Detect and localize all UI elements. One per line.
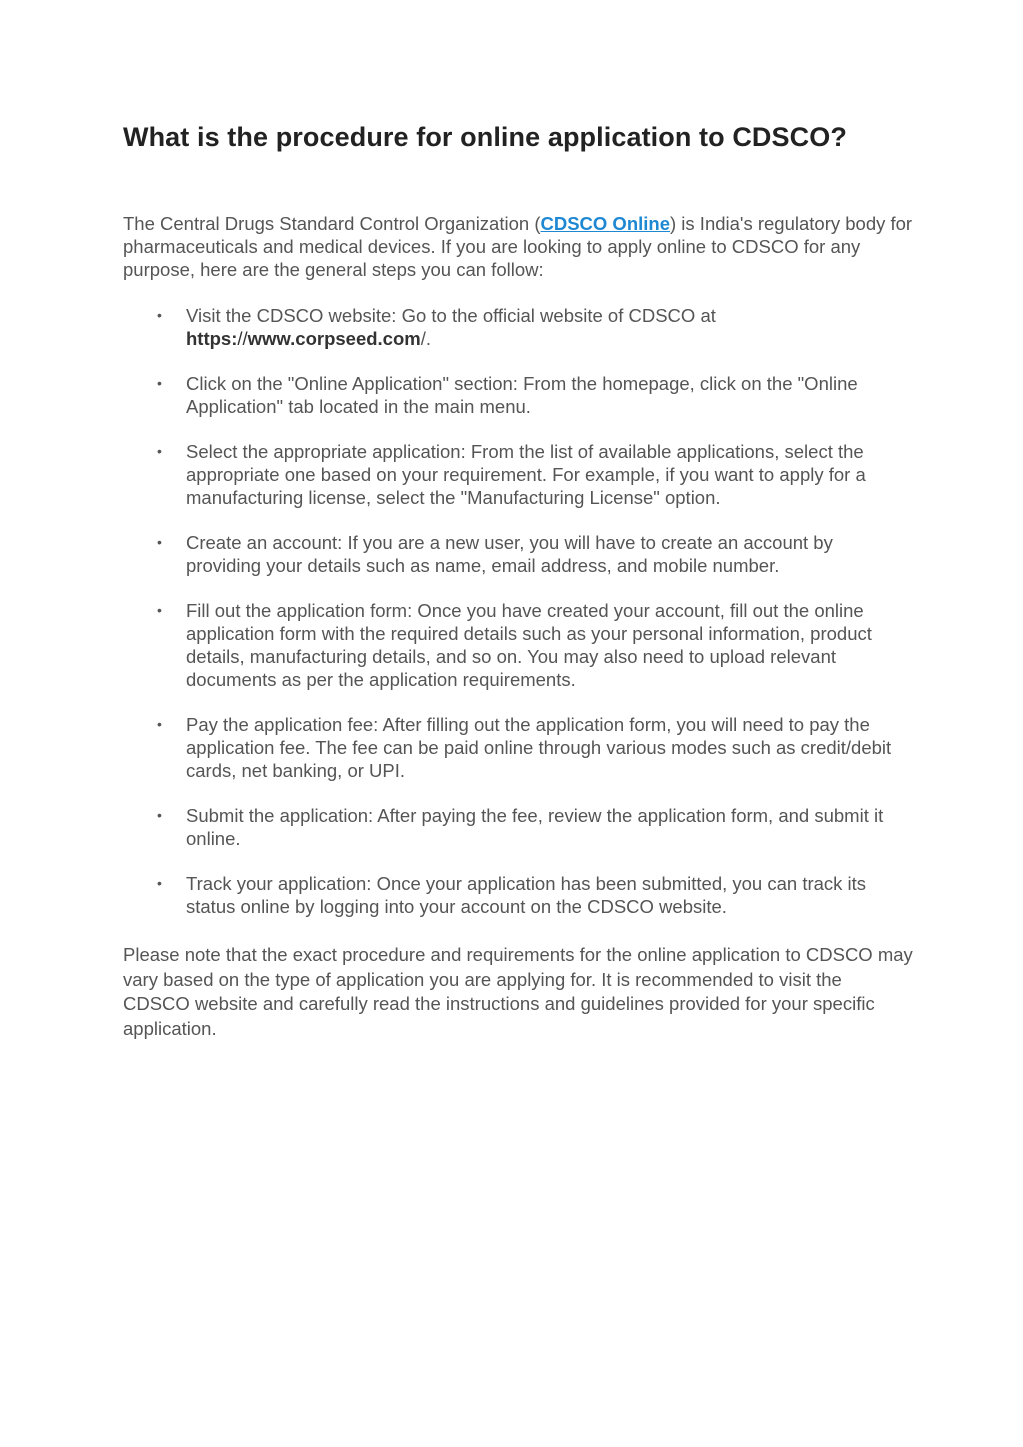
- step-text: Submit the application: After paying the fee, review the application form, and submit it online.: [186, 805, 884, 849]
- step-text: Select the appropriate application: From the list of available applications, select the appropriate one based on your requirement. For example, if you want to apply for a manufacturing license, select the "Manufacturing License" option.: [186, 441, 866, 508]
- bullet-icon: •: [157, 602, 162, 618]
- cdsco-online-link[interactable]: CDSCO Online: [540, 213, 670, 234]
- intro-paragraph: [123, 212, 913, 281]
- closing-note: Please note that the exact procedure and requirements for the online application to CDSCO may vary based on the type of application you are applying for. It is recommended to visit the CDSCO website and carefully read the instructions and guidelines provided for your specific application.: [123, 944, 913, 1039]
- list-item: [123, 804, 913, 850]
- bullet-icon: •: [157, 443, 162, 459]
- intro-text-start: The Central Drugs Standard Control Organization (: [123, 213, 541, 234]
- step-text: Track your application: Once your application has been submitted, you can track its status online by logging into your account on the CDSCO website.: [186, 873, 867, 917]
- bullet-icon: •: [157, 534, 162, 550]
- intro-text-end: ) is India's regulatory body for pharmaceuticals and medical devices. If you are looking to apply online to CDSCO for any purpose, here are the general steps you can follow:: [123, 213, 913, 280]
- list-item: [123, 713, 913, 782]
- steps-list: [123, 304, 913, 940]
- bullet-icon: •: [157, 875, 162, 891]
- step-text: Click on the "Online Application" section: From the homepage, click on the "Online Application" tab located in the main menu.: [186, 373, 858, 417]
- list-item: [123, 531, 913, 577]
- bullet-icon: •: [157, 807, 162, 823]
- list-item: [123, 304, 913, 350]
- step-text: Visit the CDSCO website: Go to the official website of CDSCO at: [186, 305, 716, 326]
- list-item: [123, 372, 913, 418]
- bullet-icon: •: [157, 716, 162, 732]
- page-title: What is the procedure for online application to CDSCO?: [123, 122, 847, 152]
- step-text-end: /.: [420, 328, 431, 349]
- step-text: Pay the application fee: After filling out the application form, you will need to pay the application fee. The fee can be paid online through various modes such as credit/debit cards, net banking, or UPI.: [186, 714, 892, 781]
- list-item: [123, 599, 913, 691]
- step-text: Fill out the application form: Once you have created your account, fill out the online application form with the required details such as your personal information, product details, manufacturing details, and so on. You may also need to upload relevant documents as per the application requirements.: [186, 600, 872, 690]
- list-item: [123, 872, 913, 918]
- bullet-icon: •: [157, 375, 162, 391]
- website-url: https://www.corpseed.com: [186, 328, 421, 349]
- bullet-icon: •: [157, 307, 162, 323]
- list-item: [123, 440, 913, 509]
- step-text: Create an account: If you are a new user, you will have to create an account by providing your details such as name, email address, and mobile number.: [186, 532, 833, 576]
